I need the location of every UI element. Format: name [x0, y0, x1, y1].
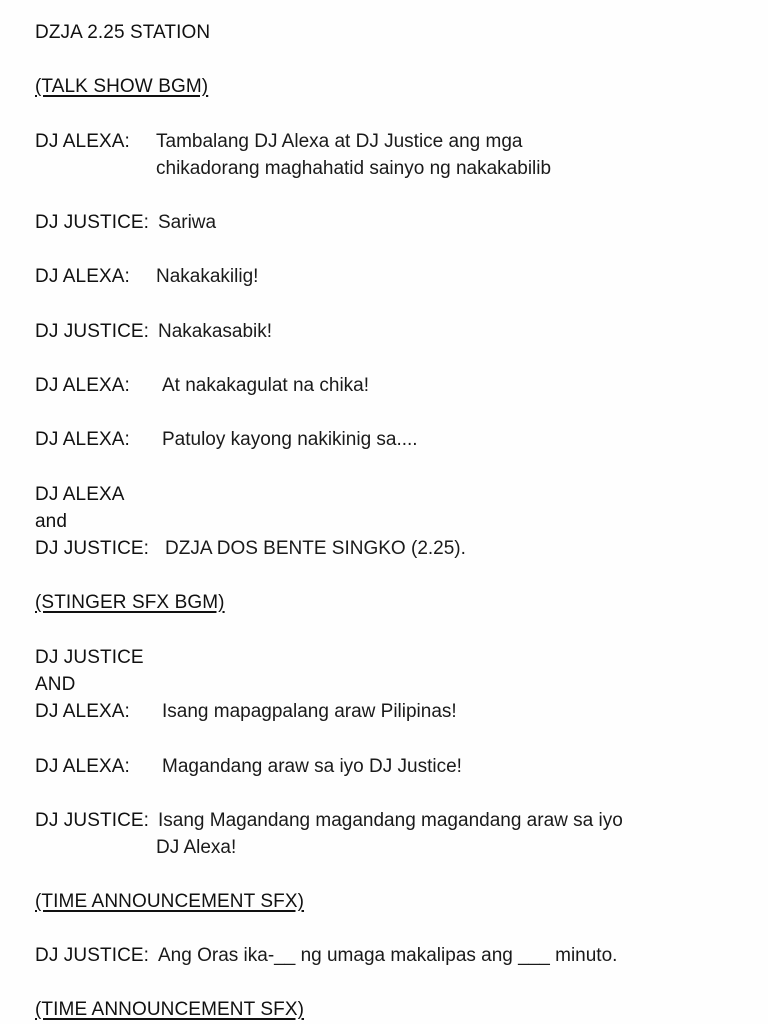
dialogue-text: Sariwa	[158, 212, 217, 233]
speaker-label: DJ JUSTICE:	[35, 945, 150, 966]
dialogue-text: Ang Oras ika-__ ng umaga makalipas ang ___ minuto.	[158, 945, 618, 966]
speaker-label: DJ ALEXA:	[35, 701, 130, 722]
cue-time-announcement-sfx: (TIME ANNOUNCEMENT SFX)	[35, 891, 305, 912]
dialogue-text: Patuloy kayong nakikinig sa....	[162, 429, 418, 450]
dialogue-text: Isang mapagpalang araw Pilipinas!	[162, 701, 457, 722]
speaker-label: DJ JUSTICE:	[35, 212, 150, 233]
dialogue-text: DJ Alexa!	[156, 837, 237, 858]
speaker-label: DJ ALEXA:	[35, 131, 130, 152]
speaker-label: DJ JUSTICE	[35, 647, 144, 668]
cue-talk-show-bgm: (TALK SHOW BGM)	[35, 76, 209, 97]
speaker-label: DJ JUSTICE:	[35, 538, 150, 559]
speaker-label: DJ ALEXA:	[35, 756, 130, 777]
dialogue-text: At nakakagulat na chika!	[162, 375, 370, 396]
document-title: DZJA 2.25 STATION	[35, 22, 211, 43]
speaker-label: DJ JUSTICE:	[35, 321, 150, 342]
cue-stinger-sfx-bgm: (STINGER SFX BGM)	[35, 592, 225, 613]
dialogue-text: Tambalang DJ Alexa at DJ Justice ang mga	[156, 131, 523, 152]
dialogue-text: DZJA DOS BENTE SINGKO (2.25).	[165, 538, 466, 559]
speaker-label: DJ ALEXA	[35, 484, 125, 505]
speaker-label: AND	[35, 674, 76, 695]
speaker-label: DJ JUSTICE:	[35, 810, 150, 831]
speaker-label: and	[35, 511, 68, 532]
dialogue-text: Nakakasabik!	[158, 321, 273, 342]
speaker-label: DJ ALEXA:	[35, 429, 130, 450]
speaker-label: DJ ALEXA:	[35, 266, 130, 287]
dialogue-text: chikadorang maghahatid sainyo ng nakakabilib	[156, 158, 552, 179]
dialogue-text: Magandang araw sa iyo DJ Justice!	[162, 756, 462, 777]
dialogue-text: Isang Magandang magandang magandang araw sa iyo	[158, 810, 623, 831]
dialogue-text: Nakakakilig!	[156, 266, 259, 287]
speaker-label: DJ ALEXA:	[35, 375, 130, 396]
cue-time-announcement-sfx: (TIME ANNOUNCEMENT SFX)	[35, 999, 305, 1020]
